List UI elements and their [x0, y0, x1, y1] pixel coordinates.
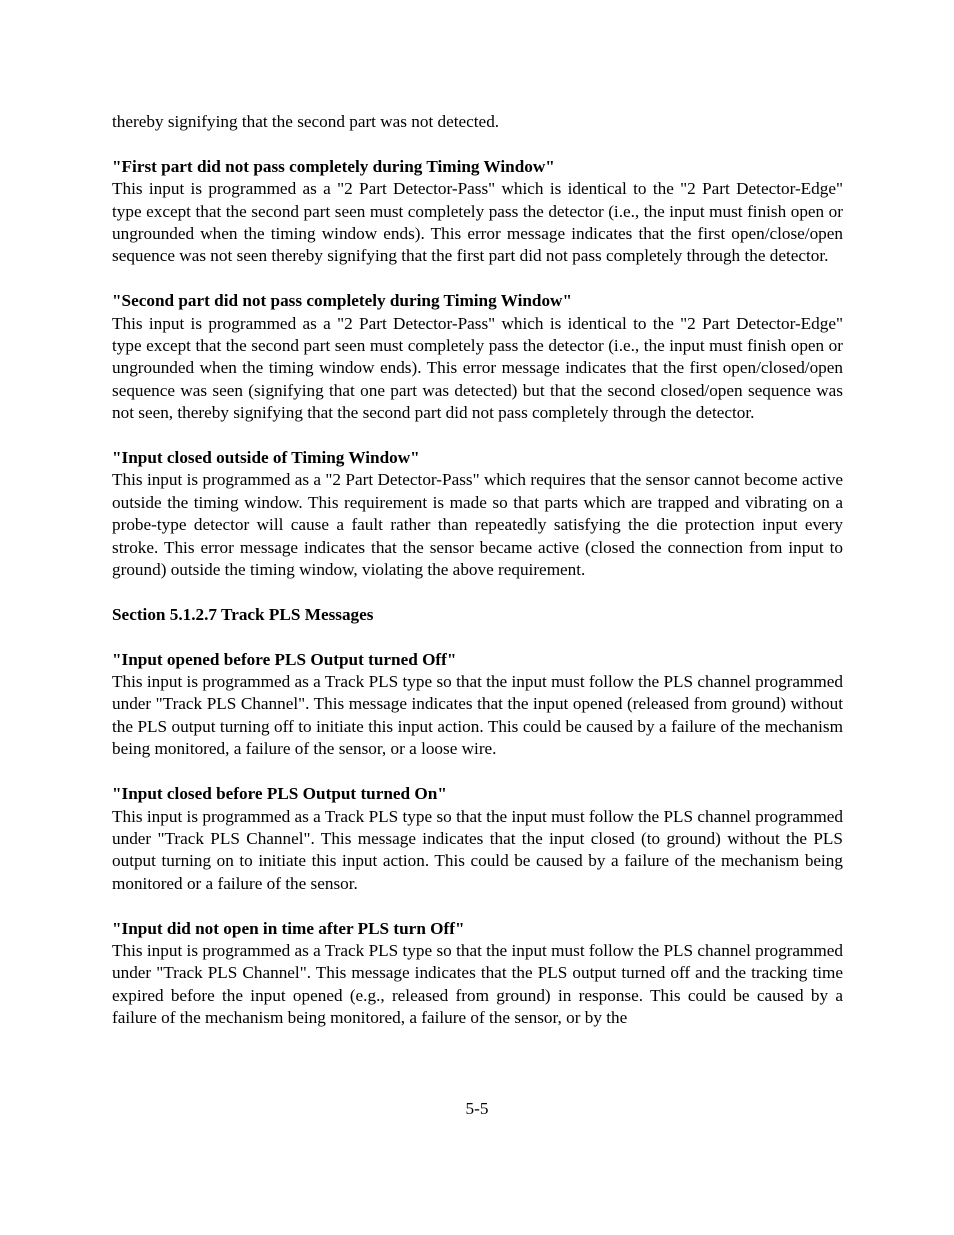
intro-paragraph: thereby signifying that the second part was not detected.: [112, 112, 500, 131]
message-description: This input is programmed as a Track PLS type so that the input must follow the PLS channel programmed under "Track PLS Channel". This message indicates that the input opened (released from ground) without the PLS output turning off to initiate this input action. This could be caused by a failure of the mechanism being monitored, a failure of the sensor, or a loose wire.: [112, 672, 843, 759]
message-heading: "Input opened before PLS Output turned Off": [112, 649, 457, 669]
message-description: This input is programmed as a "2 Part Detector-Pass" which is identical to the "2 Part Detector-Edge" type except that the second part seen must completely pass the detector (i.e., the input must finish open or ungrounded when the timing window ends). This error message indicates that the first open/closed/open sequence was seen (signifying that one part was detected) but that the second closed/open sequence was not seen, thereby signifying that the second part did not pass completely through the detector.: [112, 313, 843, 423]
message-description: This input is programmed as a "2 Part Detector-Pass" which is identical to the "2 Part Detector-Edge" type except that the second part seen must completely pass the detector (i.e., the input must finish open or ungrounded when the timing window ends). This error message indicates that the first open/close/open sequence was not seen thereby signifying that the first part did not pass completely through the detector.: [112, 179, 843, 266]
section-heading: Section 5.1.2.7 Track PLS Messages: [112, 604, 374, 624]
message-heading: "First part did not pass completely during Timing Window": [112, 156, 555, 176]
message-entry-input-closed-outside: [112, 447, 843, 581]
message-heading: "Input closed before PLS Output turned On": [112, 784, 447, 804]
message-entry-first-part: [112, 156, 843, 268]
message-heading: "Input did not open in time after PLS turn Off": [112, 918, 465, 938]
message-entry-input-closed-before: [112, 783, 843, 895]
message-description: This input is programmed as a Track PLS type so that the input must follow the PLS channel programmed under "Track PLS Channel". This message indicates that the input closed (to ground) without the PLS output turning on to initiate this input action. This could be caused by a failure of the mechanism being monitored or a failure of the sensor.: [112, 806, 843, 893]
page-number: 5-5: [465, 1099, 489, 1118]
message-description: This input is programmed as a Track PLS type so that the input must follow the PLS channel programmed under "Track PLS Channel". This message indicates that the PLS output turned off and the tracking time expired before the input opened (e.g., released from ground) in response. This could be caused by a failure of the mechanism being monitored, a failure of the sensor, or by the: [112, 940, 843, 1028]
message-description: This input is programmed as a "2 Part Detector-Pass" which requires that the sensor cannot become active outside the timing window. This requirement is made so that parts which are trapped and vibrating on a probe-type detector will cause a fault rather than repeatedly satisfying the die protection input every stroke. This error message indicates that the sensor became active (closed the connection from input to ground) outside the timing window, violating the above requirement.: [112, 470, 843, 580]
message-entry-input-did-not-open: [112, 918, 843, 1030]
message-heading: "Input closed outside of Timing Window": [112, 448, 420, 468]
message-entry-input-opened-before: [112, 649, 843, 761]
message-heading: "Second part did not pass completely during Timing Window": [112, 291, 573, 311]
document-page: [112, 111, 843, 1030]
message-entry-second-part: [112, 290, 843, 424]
